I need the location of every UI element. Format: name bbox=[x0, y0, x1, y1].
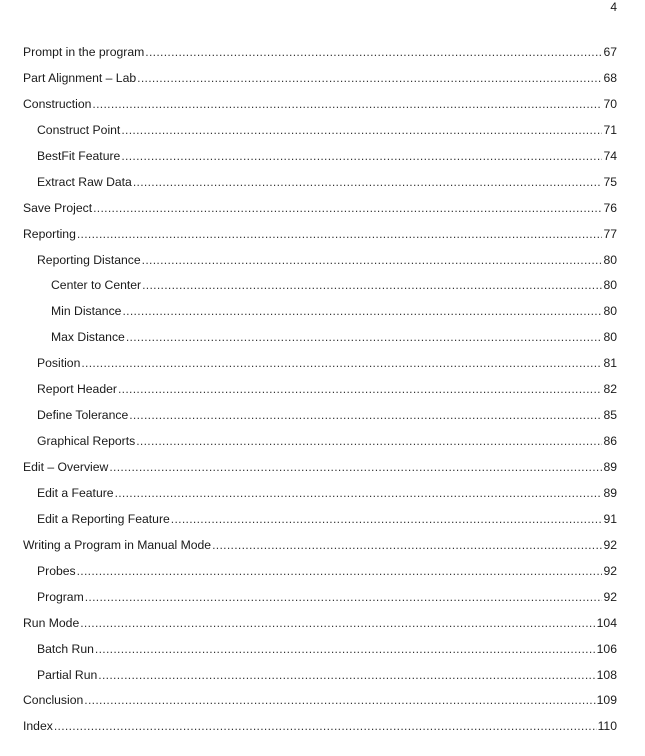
toc-entry-run-mode[interactable] bbox=[23, 614, 617, 640]
dot-leader bbox=[85, 588, 603, 606]
dot-leader bbox=[80, 614, 595, 632]
toc-entry-page: 68 bbox=[603, 70, 617, 85]
toc-entry-label: Define Tolerance bbox=[37, 408, 129, 423]
toc-entry-page: 77 bbox=[603, 226, 617, 241]
toc-entry-label: Partial Run bbox=[37, 667, 98, 682]
toc-entry-page: 110 bbox=[597, 719, 617, 734]
toc-entry-page: 85 bbox=[603, 408, 617, 423]
toc-entry-page: 80 bbox=[603, 304, 617, 319]
toc-entry-label: Report Header bbox=[37, 382, 117, 397]
toc-entry-page: 75 bbox=[603, 174, 617, 189]
toc-entry-page: 76 bbox=[603, 200, 617, 215]
toc-entry-page: 92 bbox=[603, 589, 617, 604]
toc-entry-page: 89 bbox=[603, 485, 617, 500]
toc-entry-label: Edit – Overview bbox=[23, 460, 109, 474]
toc-entry-page: 67 bbox=[603, 45, 617, 59]
dot-leader bbox=[136, 432, 602, 450]
toc-entry-construction[interactable] bbox=[23, 95, 617, 121]
dot-leader bbox=[145, 43, 602, 61]
dot-leader bbox=[84, 691, 595, 709]
toc-entry-save-project[interactable] bbox=[23, 199, 617, 225]
toc-entry-edit-a-feature[interactable] bbox=[23, 484, 617, 510]
toc-entry-reporting[interactable] bbox=[23, 225, 617, 251]
toc-entry-label: Graphical Reports bbox=[37, 434, 136, 449]
dot-leader bbox=[121, 121, 602, 139]
page-number: 4 bbox=[610, 0, 617, 14]
toc-entry-label: Center to Center bbox=[51, 278, 142, 293]
toc-entry-bestfit-feature[interactable] bbox=[23, 147, 617, 173]
toc-entry-index[interactable] bbox=[23, 717, 617, 743]
dot-leader bbox=[109, 458, 602, 476]
toc-entry-label: Conclusion bbox=[23, 693, 84, 708]
dot-leader bbox=[92, 95, 602, 113]
toc-entry-label: Edit a Feature bbox=[37, 485, 114, 500]
toc-entry-batch-run[interactable] bbox=[23, 640, 617, 666]
toc-entry-label: Batch Run bbox=[37, 641, 94, 656]
toc-entry-page: 80 bbox=[603, 330, 617, 345]
toc-entry-label: Save Project bbox=[23, 200, 93, 215]
toc-entry-program[interactable] bbox=[23, 588, 617, 614]
dot-leader bbox=[98, 666, 595, 684]
toc-entry-page: 70 bbox=[603, 96, 617, 111]
toc-entry-position[interactable] bbox=[23, 354, 617, 380]
table-of-contents bbox=[23, 43, 617, 743]
dot-leader bbox=[122, 302, 602, 320]
dot-leader bbox=[121, 147, 602, 165]
toc-entry-probes[interactable] bbox=[23, 562, 617, 588]
toc-entry-define-tolerance[interactable] bbox=[23, 406, 617, 432]
dot-leader bbox=[137, 69, 602, 87]
toc-entry-extract-raw-data[interactable] bbox=[23, 173, 617, 199]
toc-entry-label: Position bbox=[37, 356, 81, 371]
dot-leader bbox=[95, 640, 596, 658]
toc-entry-label: Program bbox=[37, 589, 84, 604]
toc-entry-page: 86 bbox=[603, 434, 617, 449]
toc-entry-graphical-reports[interactable] bbox=[23, 432, 617, 458]
toc-entry-label: Min Distance bbox=[51, 304, 122, 319]
toc-entry-writing-a-program-in-manual-mode[interactable] bbox=[23, 536, 617, 562]
toc-entry-label: Part Alignment – Lab bbox=[23, 70, 137, 85]
toc-entry-edit-overview[interactable] bbox=[23, 458, 617, 484]
toc-entry-min-distance[interactable] bbox=[23, 302, 617, 328]
dot-leader bbox=[77, 562, 603, 580]
toc-entry-page: 106 bbox=[596, 641, 617, 656]
toc-entry-conclusion[interactable] bbox=[23, 691, 617, 717]
toc-entry-label: Reporting Distance bbox=[37, 252, 141, 267]
toc-entry-label: Max Distance bbox=[51, 330, 125, 345]
toc-entry-label: Construct Point bbox=[37, 122, 121, 137]
toc-entry-label: Reporting bbox=[23, 226, 76, 241]
toc-entry-page: 92 bbox=[603, 537, 617, 552]
toc-entry-page: 81 bbox=[603, 356, 617, 371]
toc-entry-prompt-in-the-program[interactable] bbox=[23, 43, 617, 69]
toc-entry-part-alignment-lab[interactable] bbox=[23, 69, 617, 95]
dot-leader bbox=[142, 276, 602, 294]
toc-entry-page: 109 bbox=[596, 693, 617, 708]
toc-entry-report-header[interactable] bbox=[23, 380, 617, 406]
toc-entry-label: Probes bbox=[37, 563, 76, 578]
toc-entry-max-distance[interactable] bbox=[23, 328, 617, 354]
toc-entry-label: Writing a Program in Manual Mode bbox=[23, 537, 212, 552]
dot-leader bbox=[93, 199, 602, 217]
dot-leader bbox=[118, 380, 602, 398]
toc-entry-page: 80 bbox=[603, 278, 617, 293]
toc-entry-construct-point[interactable] bbox=[23, 121, 617, 147]
toc-entry-page: 74 bbox=[603, 148, 617, 163]
dot-leader bbox=[142, 251, 603, 269]
toc-entry-page: 71 bbox=[603, 122, 617, 137]
toc-entry-center-to-center[interactable] bbox=[23, 276, 617, 302]
toc-entry-label: Prompt in the program bbox=[23, 45, 145, 59]
toc-entry-label: Extract Raw Data bbox=[37, 174, 132, 189]
toc-entry-label: Index bbox=[23, 719, 53, 734]
dot-leader bbox=[212, 536, 602, 554]
toc-entry-page: 108 bbox=[596, 667, 617, 682]
toc-entry-page: 82 bbox=[603, 382, 617, 397]
dot-leader bbox=[81, 354, 602, 372]
toc-entry-label: Run Mode bbox=[23, 615, 80, 630]
dot-leader bbox=[133, 173, 603, 191]
toc-entry-partial-run[interactable] bbox=[23, 666, 617, 692]
toc-entry-reporting-distance[interactable] bbox=[23, 251, 617, 277]
toc-entry-label: Construction bbox=[23, 96, 92, 111]
dot-leader bbox=[54, 717, 597, 735]
toc-entry-label: Edit a Reporting Feature bbox=[37, 511, 170, 526]
dot-leader bbox=[115, 484, 603, 502]
toc-entry-page: 92 bbox=[603, 563, 617, 578]
toc-entry-edit-a-reporting-feature[interactable] bbox=[23, 510, 617, 536]
toc-entry-page: 104 bbox=[596, 615, 617, 630]
dot-leader bbox=[171, 510, 603, 528]
dot-leader bbox=[77, 225, 603, 243]
toc-entry-page: 80 bbox=[603, 252, 617, 267]
toc-entry-page: 89 bbox=[603, 460, 617, 474]
dot-leader bbox=[129, 406, 602, 424]
toc-entry-label: BestFit Feature bbox=[37, 148, 121, 163]
toc-entry-page: 91 bbox=[603, 511, 617, 526]
dot-leader bbox=[126, 328, 603, 346]
